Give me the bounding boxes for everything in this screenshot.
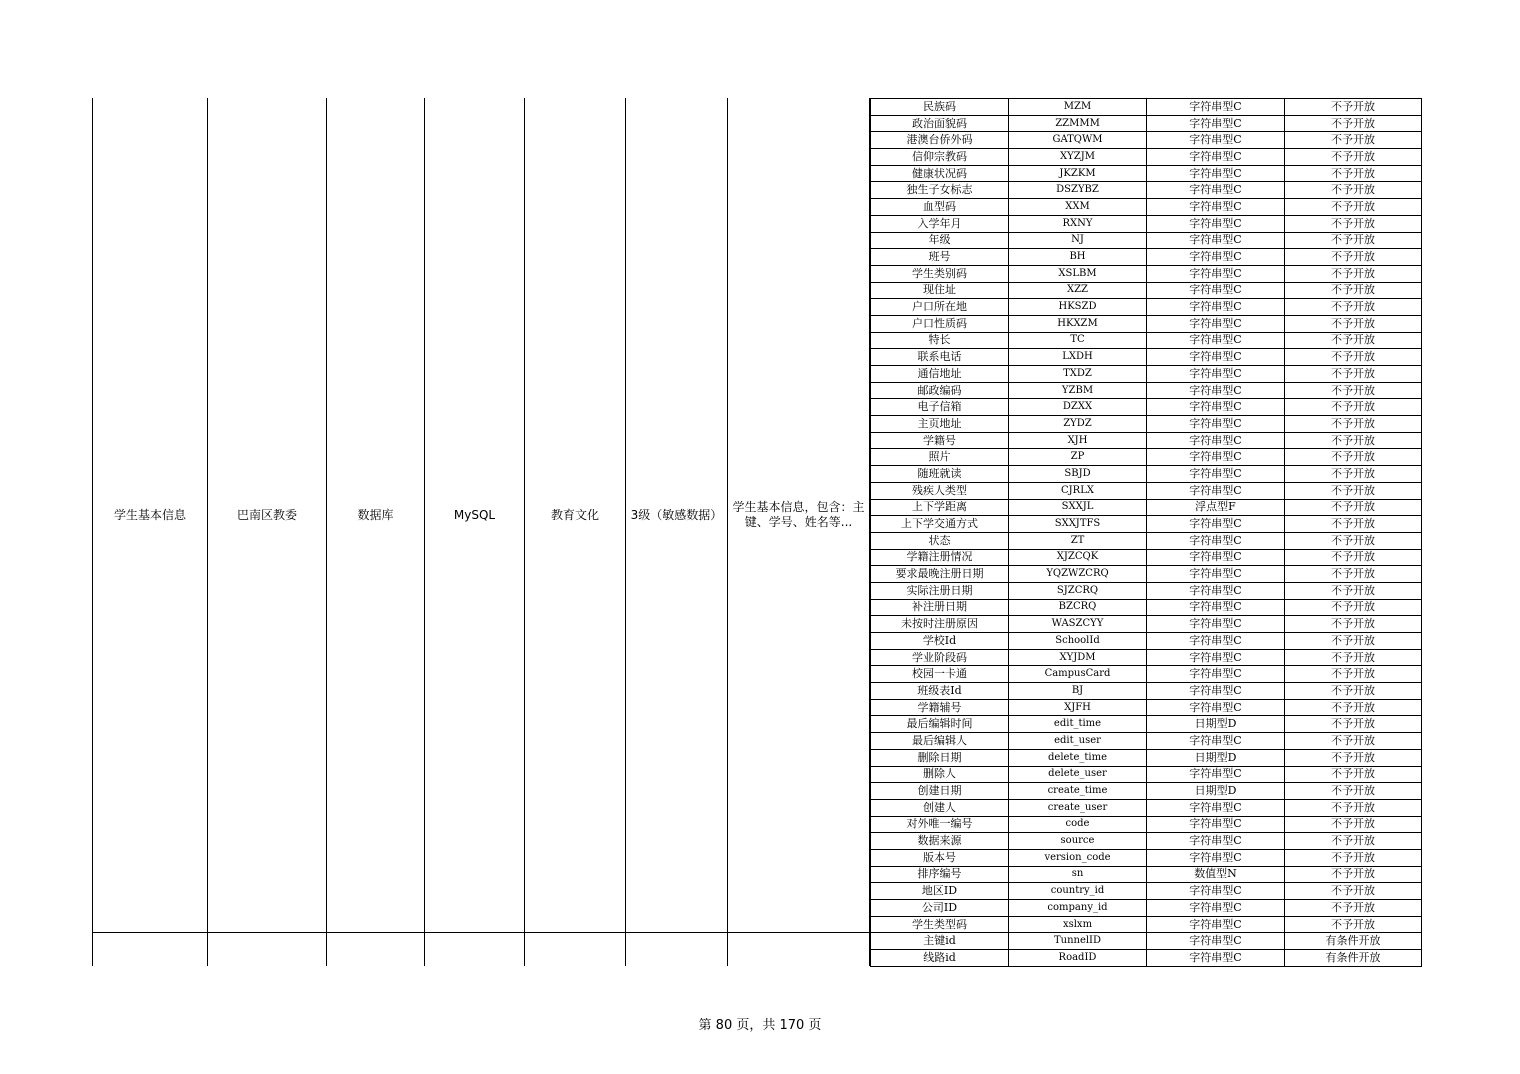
- field-open-cell: 不予开放: [1285, 849, 1422, 866]
- field-name-cell: 健康状况码: [871, 165, 1009, 182]
- field-name-cell: 年级: [871, 232, 1009, 249]
- field-type-cell: 字符串型C: [1147, 366, 1285, 383]
- table-row: [871, 466, 1422, 483]
- field-code-cell: code: [1009, 816, 1147, 833]
- field-code-cell: TXDZ: [1009, 366, 1147, 383]
- field-code-cell: SXXJTFS: [1009, 516, 1147, 533]
- field-type-cell: 浮点型F: [1147, 499, 1285, 516]
- field-code-cell: HKXZM: [1009, 315, 1147, 332]
- field-open-cell: 不予开放: [1285, 733, 1422, 750]
- field-open-cell: 不予开放: [1285, 816, 1422, 833]
- table-row: [871, 900, 1422, 917]
- field-type-cell: 字符串型C: [1147, 633, 1285, 650]
- field-table-body: [871, 99, 1422, 967]
- table-row: [871, 599, 1422, 616]
- field-name-cell: 最后编辑时间: [871, 716, 1009, 733]
- field-name-cell: 港澳台侨外码: [871, 132, 1009, 149]
- field-name-cell: 联系电话: [871, 349, 1009, 366]
- table-row: [871, 199, 1422, 216]
- field-type-cell: 字符串型C: [1147, 916, 1285, 933]
- field-open-cell: 不予开放: [1285, 549, 1422, 566]
- field-type-cell: 数值型N: [1147, 866, 1285, 883]
- field-open-cell: 不予开放: [1285, 366, 1422, 383]
- field-type-cell: 字符串型C: [1147, 933, 1285, 950]
- table-row: [871, 516, 1422, 533]
- field-name-cell: 排序编号: [871, 866, 1009, 883]
- field-open-cell: 不予开放: [1285, 616, 1422, 633]
- field-type-cell: 字符串型C: [1147, 816, 1285, 833]
- field-open-cell: 不予开放: [1285, 249, 1422, 266]
- field-type-cell: 字符串型C: [1147, 683, 1285, 700]
- field-open-cell: 不予开放: [1285, 766, 1422, 783]
- field-open-cell: 不予开放: [1285, 399, 1422, 416]
- record-category: 教育文化: [550, 507, 599, 522]
- field-open-cell: 有条件开放: [1285, 933, 1422, 950]
- field-code-cell: BJ: [1009, 683, 1147, 700]
- field-name-cell: 线路id: [871, 950, 1009, 967]
- field-type-cell: 字符串型C: [1147, 950, 1285, 967]
- field-type-cell: 字符串型C: [1147, 666, 1285, 683]
- field-code-cell: version_code: [1009, 849, 1147, 866]
- field-code-cell: XJZCQK: [1009, 549, 1147, 566]
- table-row: [871, 149, 1422, 166]
- field-open-cell: 不予开放: [1285, 482, 1422, 499]
- field-code-cell: DSZYBZ: [1009, 182, 1147, 199]
- field-name-cell: 随班就读: [871, 466, 1009, 483]
- field-code-cell: edit_time: [1009, 716, 1147, 733]
- field-name-cell: 公司ID: [871, 900, 1009, 917]
- table-row: [871, 883, 1422, 900]
- field-code-cell: RXNY: [1009, 215, 1147, 232]
- table-row: [871, 315, 1422, 332]
- field-code-cell: company_id: [1009, 900, 1147, 917]
- field-code-cell: delete_time: [1009, 749, 1147, 766]
- field-name-cell: 班级表Id: [871, 683, 1009, 700]
- field-name-cell: 邮政编码: [871, 382, 1009, 399]
- record-level-cell: [626, 98, 727, 932]
- table-row: [871, 182, 1422, 199]
- field-code-cell: XSLBM: [1009, 265, 1147, 282]
- record-department: 巴南区教委: [236, 507, 297, 522]
- table-row: [871, 616, 1422, 633]
- field-code-cell: ZP: [1009, 449, 1147, 466]
- field-code-cell: country_id: [1009, 883, 1147, 900]
- field-table: [870, 98, 1422, 967]
- field-name-cell: 数据来源: [871, 833, 1009, 850]
- field-type-cell: 字符串型C: [1147, 532, 1285, 549]
- field-name-cell: 血型码: [871, 199, 1009, 216]
- field-type-cell: 字符串型C: [1147, 482, 1285, 499]
- field-code-cell: GATQWM: [1009, 132, 1147, 149]
- record-resource-type-cell: [327, 98, 424, 932]
- field-open-cell: 不予开放: [1285, 833, 1422, 850]
- field-type-cell: 字符串型C: [1147, 349, 1285, 366]
- table-row: [871, 666, 1422, 683]
- field-code-cell: XJH: [1009, 432, 1147, 449]
- table-row: [871, 816, 1422, 833]
- field-type-cell: 字符串型C: [1147, 549, 1285, 566]
- field-type-cell: 字符串型C: [1147, 616, 1285, 633]
- field-code-cell: create_user: [1009, 799, 1147, 816]
- record-name: 学生基本信息: [113, 507, 186, 522]
- table-row: [871, 432, 1422, 449]
- field-open-cell: 不予开放: [1285, 799, 1422, 816]
- field-name-cell: 照片: [871, 449, 1009, 466]
- field-type-cell: 字符串型C: [1147, 699, 1285, 716]
- record-category-cell: [525, 98, 625, 932]
- field-type-cell: 日期型D: [1147, 749, 1285, 766]
- field-type-cell: 字符串型C: [1147, 299, 1285, 316]
- table-row: [871, 366, 1422, 383]
- field-name-cell: 政治面貌码: [871, 115, 1009, 132]
- table-row: [871, 582, 1422, 599]
- field-name-cell: 现住址: [871, 282, 1009, 299]
- table-row: [871, 633, 1422, 650]
- field-open-cell: 不予开放: [1285, 916, 1422, 933]
- field-type-cell: 字符串型C: [1147, 265, 1285, 282]
- field-code-cell: XYZJM: [1009, 149, 1147, 166]
- field-type-cell: 字符串型C: [1147, 282, 1285, 299]
- page-number: 第 80 页，共 170 页: [698, 1018, 822, 1033]
- field-code-cell: BZCRQ: [1009, 599, 1147, 616]
- record-resource-type: 数据库: [357, 507, 394, 522]
- table-row: [871, 165, 1422, 182]
- field-name-cell: 通信地址: [871, 366, 1009, 383]
- field-open-cell: 不予开放: [1285, 115, 1422, 132]
- field-name-cell: 删除日期: [871, 749, 1009, 766]
- field-type-cell: 字符串型C: [1147, 599, 1285, 616]
- field-name-cell: 学籍注册情况: [871, 549, 1009, 566]
- field-code-cell: HKSZD: [1009, 299, 1147, 316]
- field-code-cell: ZZMMM: [1009, 115, 1147, 132]
- field-open-cell: 不予开放: [1285, 299, 1422, 316]
- table-row: [871, 733, 1422, 750]
- field-type-cell: 字符串型C: [1147, 799, 1285, 816]
- field-code-cell: SXXJL: [1009, 499, 1147, 516]
- field-open-cell: 不予开放: [1285, 649, 1422, 666]
- field-code-cell: WASZCYY: [1009, 616, 1147, 633]
- field-name-cell: 上下学交通方式: [871, 516, 1009, 533]
- field-type-cell: 字符串型C: [1147, 900, 1285, 917]
- field-code-cell: ZT: [1009, 532, 1147, 549]
- field-name-cell: 实际注册日期: [871, 582, 1009, 599]
- table-row: [871, 683, 1422, 700]
- field-name-cell: 独生子女标志: [871, 182, 1009, 199]
- field-code-cell: SBJD: [1009, 466, 1147, 483]
- field-name-cell: 校园一卡通: [871, 666, 1009, 683]
- table-row: [871, 532, 1422, 549]
- field-open-cell: 不予开放: [1285, 199, 1422, 216]
- field-type-cell: 字符串型C: [1147, 516, 1285, 533]
- field-code-cell: LXDH: [1009, 349, 1147, 366]
- record-system: MySQL: [453, 507, 496, 522]
- table-row: [871, 716, 1422, 733]
- field-type-cell: 字符串型C: [1147, 849, 1285, 866]
- field-type-cell: 字符串型C: [1147, 182, 1285, 199]
- field-code-cell: XJFH: [1009, 699, 1147, 716]
- field-code-cell: RoadID: [1009, 950, 1147, 967]
- table-row: [871, 649, 1422, 666]
- field-name-cell: 特长: [871, 332, 1009, 349]
- table-row: [871, 699, 1422, 716]
- field-open-cell: 有条件开放: [1285, 950, 1422, 967]
- field-open-cell: 不予开放: [1285, 783, 1422, 800]
- field-type-cell: 字符串型C: [1147, 399, 1285, 416]
- field-code-cell: sn: [1009, 866, 1147, 883]
- field-name-cell: 地区ID: [871, 883, 1009, 900]
- field-open-cell: 不予开放: [1285, 633, 1422, 650]
- field-open-cell: 不予开放: [1285, 215, 1422, 232]
- field-name-cell: 学校Id: [871, 633, 1009, 650]
- field-code-cell: BH: [1009, 249, 1147, 266]
- field-open-cell: 不予开放: [1285, 432, 1422, 449]
- field-type-cell: 字符串型C: [1147, 883, 1285, 900]
- field-open-cell: 不予开放: [1285, 716, 1422, 733]
- table-row: [871, 132, 1422, 149]
- field-type-cell: 日期型D: [1147, 716, 1285, 733]
- table-row: [871, 332, 1422, 349]
- table-row: [871, 799, 1422, 816]
- field-name-cell: 主键id: [871, 933, 1009, 950]
- field-code-cell: source: [1009, 833, 1147, 850]
- field-name-cell: 残疾人类型: [871, 482, 1009, 499]
- field-type-cell: 字符串型C: [1147, 582, 1285, 599]
- field-open-cell: 不予开放: [1285, 466, 1422, 483]
- field-name-cell: 创建人: [871, 799, 1009, 816]
- field-name-cell: 电子信箱: [871, 399, 1009, 416]
- field-code-cell: XXM: [1009, 199, 1147, 216]
- field-name-cell: 版本号: [871, 849, 1009, 866]
- field-code-cell: TunnelID: [1009, 933, 1147, 950]
- field-name-cell: 学籍辅号: [871, 699, 1009, 716]
- record-system-cell: [425, 98, 524, 932]
- field-type-cell: 字符串型C: [1147, 215, 1285, 232]
- field-open-cell: 不予开放: [1285, 382, 1422, 399]
- field-code-cell: SchoolId: [1009, 633, 1147, 650]
- field-name-cell: 户口性质码: [871, 315, 1009, 332]
- field-open-cell: 不予开放: [1285, 582, 1422, 599]
- table-row: [871, 499, 1422, 516]
- row-divider: [92, 932, 870, 933]
- table-row: [871, 933, 1422, 950]
- field-name-cell: 未按时注册原因: [871, 616, 1009, 633]
- table-row: [871, 866, 1422, 883]
- field-type-cell: 字符串型C: [1147, 833, 1285, 850]
- table-row: [871, 232, 1422, 249]
- table-row: [871, 566, 1422, 583]
- field-code-cell: delete_user: [1009, 766, 1147, 783]
- field-type-cell: 字符串型C: [1147, 432, 1285, 449]
- field-open-cell: 不予开放: [1285, 149, 1422, 166]
- field-name-cell: 学生类别码: [871, 265, 1009, 282]
- field-type-cell: 字符串型C: [1147, 115, 1285, 132]
- field-name-cell: 要求最晚注册日期: [871, 566, 1009, 583]
- field-type-cell: 字符串型C: [1147, 165, 1285, 182]
- field-open-cell: 不予开放: [1285, 132, 1422, 149]
- field-code-cell: DZXX: [1009, 399, 1147, 416]
- field-type-cell: 字符串型C: [1147, 649, 1285, 666]
- field-type-cell: 字符串型C: [1147, 416, 1285, 433]
- field-open-cell: 不予开放: [1285, 900, 1422, 917]
- field-name-cell: 信仰宗教码: [871, 149, 1009, 166]
- field-open-cell: 不予开放: [1285, 349, 1422, 366]
- field-name-cell: 学业阶段码: [871, 649, 1009, 666]
- field-type-cell: 字符串型C: [1147, 332, 1285, 349]
- field-open-cell: 不予开放: [1285, 532, 1422, 549]
- field-name-cell: 主页地址: [871, 416, 1009, 433]
- table-row: [871, 482, 1422, 499]
- field-open-cell: 不予开放: [1285, 332, 1422, 349]
- field-code-cell: YZBM: [1009, 382, 1147, 399]
- table-row: [871, 783, 1422, 800]
- field-code-cell: CJRLX: [1009, 482, 1147, 499]
- field-name-cell: 入学年月: [871, 215, 1009, 232]
- field-type-cell: 字符串型C: [1147, 249, 1285, 266]
- table-row: [871, 849, 1422, 866]
- table-row: [871, 382, 1422, 399]
- field-open-cell: 不予开放: [1285, 182, 1422, 199]
- field-type-cell: 字符串型C: [1147, 315, 1285, 332]
- field-open-cell: 不予开放: [1285, 683, 1422, 700]
- table-row: [871, 916, 1422, 933]
- field-name-cell: 状态: [871, 532, 1009, 549]
- field-type-cell: 日期型D: [1147, 783, 1285, 800]
- field-code-cell: CampusCard: [1009, 666, 1147, 683]
- field-type-cell: 字符串型C: [1147, 566, 1285, 583]
- record-department-cell: [208, 98, 326, 932]
- field-open-cell: 不予开放: [1285, 165, 1422, 182]
- field-name-cell: 班号: [871, 249, 1009, 266]
- field-open-cell: 不予开放: [1285, 516, 1422, 533]
- field-open-cell: 不予开放: [1285, 749, 1422, 766]
- table-row: [871, 749, 1422, 766]
- field-type-cell: 字符串型C: [1147, 99, 1285, 116]
- table-row: [871, 766, 1422, 783]
- field-open-cell: 不予开放: [1285, 282, 1422, 299]
- field-open-cell: 不予开放: [1285, 416, 1422, 433]
- table-row: [871, 265, 1422, 282]
- field-code-cell: YQZWZCRQ: [1009, 566, 1147, 583]
- field-open-cell: 不予开放: [1285, 699, 1422, 716]
- field-type-cell: 字符串型C: [1147, 449, 1285, 466]
- field-type-cell: 字符串型C: [1147, 149, 1285, 166]
- field-open-cell: 不予开放: [1285, 666, 1422, 683]
- table-row: [871, 299, 1422, 316]
- table-row: [871, 115, 1422, 132]
- table-row: [871, 249, 1422, 266]
- field-type-cell: 字符串型C: [1147, 232, 1285, 249]
- field-name-cell: 户口所在地: [871, 299, 1009, 316]
- table-row: [871, 349, 1422, 366]
- field-code-cell: edit_user: [1009, 733, 1147, 750]
- field-open-cell: 不予开放: [1285, 599, 1422, 616]
- table-row: [871, 833, 1422, 850]
- field-name-cell: 对外唯一编号: [871, 816, 1009, 833]
- field-code-cell: MZM: [1009, 99, 1147, 116]
- record-description-cell: [728, 98, 869, 932]
- field-name-cell: 删除人: [871, 766, 1009, 783]
- field-open-cell: 不予开放: [1285, 449, 1422, 466]
- table-row: [871, 99, 1422, 116]
- field-code-cell: ZYDZ: [1009, 416, 1147, 433]
- field-type-cell: 字符串型C: [1147, 766, 1285, 783]
- field-code-cell: XYJDM: [1009, 649, 1147, 666]
- table-row: [871, 549, 1422, 566]
- field-type-cell: 字符串型C: [1147, 199, 1285, 216]
- field-type-cell: 字符串型C: [1147, 382, 1285, 399]
- table-row: [871, 416, 1422, 433]
- table-row: [871, 950, 1422, 967]
- field-name-cell: 上下学距离: [871, 499, 1009, 516]
- field-code-cell: xslxm: [1009, 916, 1147, 933]
- record-description: 学生基本信息，包含：主键、学号、姓名等...: [732, 500, 865, 529]
- field-open-cell: 不予开放: [1285, 566, 1422, 583]
- field-open-cell: 不予开放: [1285, 99, 1422, 116]
- field-name-cell: 最后编辑人: [871, 733, 1009, 750]
- field-type-cell: 字符串型C: [1147, 132, 1285, 149]
- field-name-cell: 学生类型码: [871, 916, 1009, 933]
- record-name-cell: [93, 98, 207, 932]
- table-row: [871, 215, 1422, 232]
- field-open-cell: 不予开放: [1285, 315, 1422, 332]
- field-code-cell: TC: [1009, 332, 1147, 349]
- field-type-cell: 字符串型C: [1147, 466, 1285, 483]
- table-row: [871, 449, 1422, 466]
- field-open-cell: 不予开放: [1285, 883, 1422, 900]
- field-open-cell: 不予开放: [1285, 866, 1422, 883]
- field-code-cell: SJZCRQ: [1009, 582, 1147, 599]
- table-row: [871, 282, 1422, 299]
- field-open-cell: 不予开放: [1285, 265, 1422, 282]
- field-name-cell: 创建日期: [871, 783, 1009, 800]
- record-level: 3级（敏感数据）: [630, 507, 723, 522]
- field-code-cell: JKZKM: [1009, 165, 1147, 182]
- field-code-cell: NJ: [1009, 232, 1147, 249]
- field-open-cell: 不予开放: [1285, 499, 1422, 516]
- field-name-cell: 补注册日期: [871, 599, 1009, 616]
- field-name-cell: 学籍号: [871, 432, 1009, 449]
- field-name-cell: 民族码: [871, 99, 1009, 116]
- field-open-cell: 不予开放: [1285, 232, 1422, 249]
- table-row: [871, 399, 1422, 416]
- field-code-cell: create_time: [1009, 783, 1147, 800]
- field-type-cell: 字符串型C: [1147, 733, 1285, 750]
- field-code-cell: XZZ: [1009, 282, 1147, 299]
